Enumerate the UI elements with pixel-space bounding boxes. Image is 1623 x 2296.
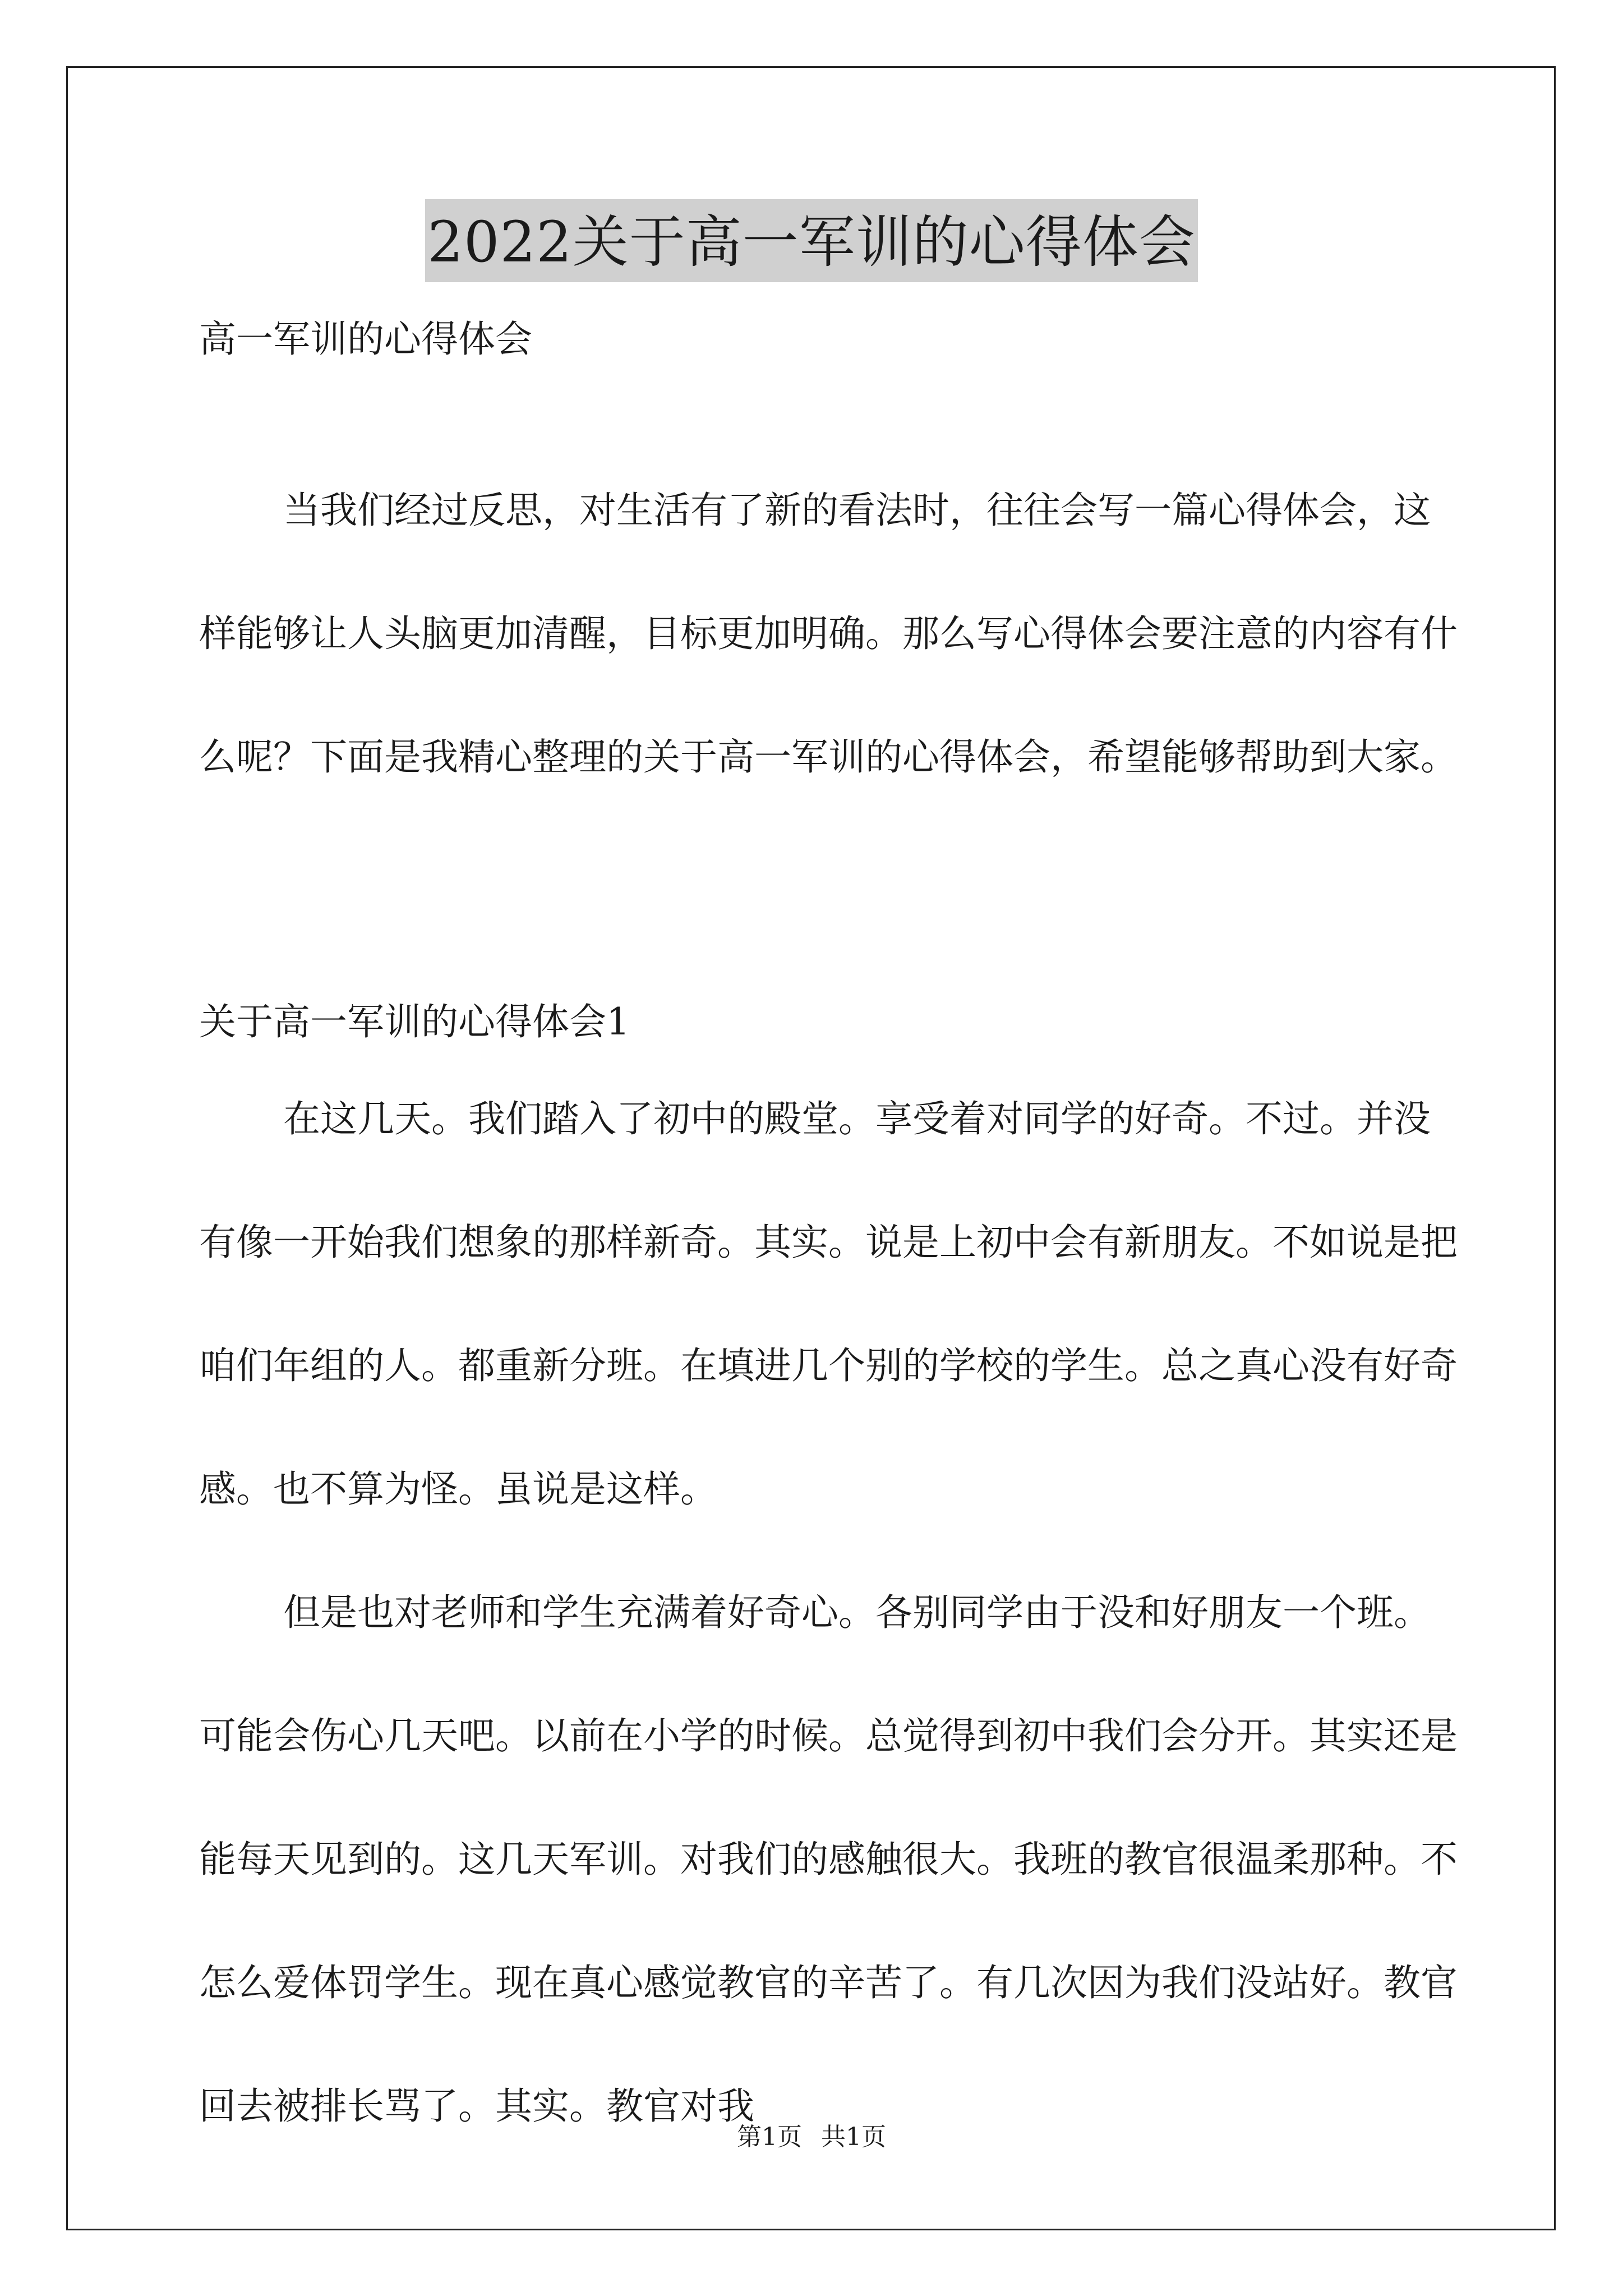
document-title: 2022关于高一军训的心得体会	[425, 199, 1198, 282]
body-paragraph-1-text: 在这几天。我们踏入了初中的殿堂。享受着对同学的好奇。不过。并没有像一开始我们想象的那样新奇。其实。说是上初中会有新朋友。不如说是把咱们年组的人。都重新分班。在填进几个别的学校的学生。总之真心没有好奇感。也不算为怪。虽说是这样。	[199, 1097, 1458, 1511]
body-paragraph-2	[199, 1551, 1467, 2168]
body-paragraph-1	[199, 1057, 1467, 1551]
intro-text: 当我们经过反思，对生活有了新的看法时，往往会写一篇心得体会，这样能够让人头脑更加清醒，目标更加明确。那么写心得体会要注意的内容有什么呢？下面是我精心整理的关于高一军训的心得体会，希望能够帮助到大家。	[199, 489, 1458, 779]
body-paragraph-2-text: 但是也对老师和学生充满着好奇心。各别同学由于没和好朋友一个班。可能会伤心几天吧。以前在小学的时候。总觉得到初中我们会分开。其实还是能每天见到的。这几天军训。对我们的感触很大。我班的教官很温柔那种。不怎么爱体罚学生。现在真心感觉教官的辛苦了。有几次因为我们没站好。教官回去被排长骂了。其实。教官对我	[199, 1591, 1458, 2128]
section-heading: 关于高一军训的心得体会1	[199, 1000, 630, 1043]
title-container	[0, 199, 1623, 282]
page-footer	[0, 2120, 1623, 2154]
document-subtitle: 高一军训的心得体会	[199, 318, 532, 361]
page-total: 共1页	[821, 2123, 886, 2151]
intro-paragraph	[199, 449, 1467, 819]
page-number: 第1页	[737, 2123, 802, 2151]
